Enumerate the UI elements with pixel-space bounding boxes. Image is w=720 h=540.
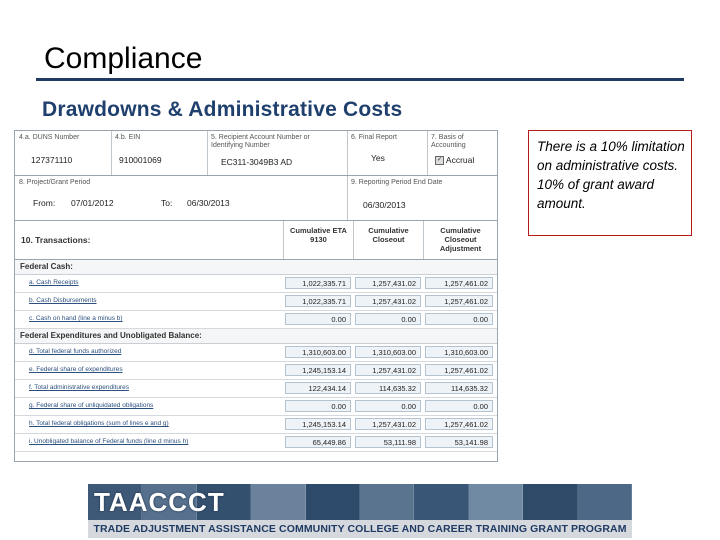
federal-cash-section <box>15 260 497 329</box>
table-row <box>15 275 497 293</box>
title-divider <box>36 78 684 81</box>
form-header-row <box>15 131 497 176</box>
table-row <box>15 416 497 434</box>
column-header: Cumulative Closeout <box>353 221 423 259</box>
table-row <box>15 380 497 398</box>
project-period-label: 8. Project/Grant Period <box>19 179 91 186</box>
row-value: 65,449.86 <box>285 436 351 448</box>
reporting-period-cell <box>347 176 497 220</box>
section-heading: Federal Cash: <box>15 260 497 275</box>
taaccct-logo: TAACCCT <box>94 487 225 517</box>
final-report-label: 6. Final Report <box>351 134 397 141</box>
row-label: i. Unobligated balance of Federal funds (line d minus h) <box>29 438 189 445</box>
slide-subtitle: Drawdowns & Administrative Costs <box>42 98 403 121</box>
table-row <box>15 434 497 452</box>
row-label: h. Total federal obligations (sum of lines e and g) <box>29 420 169 427</box>
recipient-value: EC311-3049B3 AD <box>221 157 293 167</box>
row-value: 0.00 <box>355 400 421 412</box>
column-header: Cumulative ETA 9130 <box>283 221 353 259</box>
row-value: 122,434.14 <box>285 382 351 394</box>
row-value: 1,257,431.02 <box>355 277 421 289</box>
row-value: 1,257,431.02 <box>355 364 421 376</box>
row-value: 0.00 <box>425 313 493 325</box>
table-row <box>15 398 497 416</box>
final-report-cell <box>347 131 428 175</box>
form-period-row <box>15 176 497 221</box>
row-value: 0.00 <box>285 313 351 325</box>
recipient-cell <box>207 131 348 175</box>
ein-value: 910001069 <box>119 155 162 165</box>
row-value: 53,141.98 <box>425 436 493 448</box>
duns-value: 127371110 <box>31 155 73 165</box>
to-value: 06/30/2013 <box>187 198 230 208</box>
row-value: 1,257,461.02 <box>425 418 493 430</box>
table-row <box>15 344 497 362</box>
banner-caption: TRADE ADJUSTMENT ASSISTANCE COMMUNITY COLLEGE AND CAREER TRAINING GRANT PROGRAM <box>88 520 632 538</box>
row-value: 114,635.32 <box>355 382 421 394</box>
transactions-label: 10. Transactions: <box>21 235 91 245</box>
column-header: Cumulative Closeout Adjustment <box>423 221 497 259</box>
duns-label: 4.a. DUNS Number <box>19 134 80 141</box>
row-value: 0.00 <box>425 400 493 412</box>
row-value: 1,022,335.71 <box>285 295 351 307</box>
limitation-note: There is a 10% limitation on administrative costs. 10% of grant award amount. <box>528 130 692 236</box>
row-value: 1,257,461.02 <box>425 277 493 289</box>
from-label: From: <box>33 198 56 208</box>
row-label: e. Federal share of expenditures <box>29 366 123 373</box>
from-value: 07/01/2012 <box>71 198 114 208</box>
program-banner <box>88 484 632 538</box>
slide-title: Compliance <box>44 42 203 75</box>
basis-cell <box>427 131 497 175</box>
project-period-cell <box>15 176 348 220</box>
row-value: 1,257,431.02 <box>355 418 421 430</box>
row-value: 114,635.32 <box>425 382 493 394</box>
row-value: 1,257,461.02 <box>425 364 493 376</box>
final-report-value: Yes <box>371 153 385 163</box>
row-value: 1,245,153.14 <box>285 364 351 376</box>
row-value: 1,245,153.14 <box>285 418 351 430</box>
ein-cell <box>111 131 208 175</box>
table-row <box>15 362 497 380</box>
row-label: c. Cash on hand (line a minus b) <box>29 315 123 322</box>
row-value: 1,310,603.00 <box>285 346 351 358</box>
row-label: b. Cash Disbursements <box>29 297 97 304</box>
row-label: a. Cash Receipts <box>29 279 79 286</box>
ein-label: 4.b. EIN <box>115 134 141 141</box>
reporting-period-value: 06/30/2013 <box>363 200 406 210</box>
section-heading: Federal Expenditures and Unobligated Balance: <box>15 329 497 344</box>
row-value: 0.00 <box>285 400 351 412</box>
row-value: 53,111.98 <box>355 436 421 448</box>
row-value: 1,310,603.00 <box>425 346 493 358</box>
federal-expenditures-section <box>15 329 497 452</box>
row-value: 1,022,335.71 <box>285 277 351 289</box>
transactions-header <box>15 221 497 260</box>
recipient-label: 5. Recipient Account Number or Identifying Number <box>211 134 310 149</box>
row-label: f. Total administrative expenditures <box>29 384 129 391</box>
basis-label: 7. Basis of Accounting <box>431 134 466 149</box>
row-label: g. Federal share of unliquidated obligations <box>29 402 154 409</box>
checkbox-icon[interactable]: ✓ <box>436 157 443 164</box>
table-row <box>15 293 497 311</box>
reporting-period-label: 9. Reporting Period End Date <box>351 179 443 186</box>
table-row <box>15 311 497 329</box>
duns-cell <box>15 131 112 175</box>
row-label: d. Total federal funds authorized <box>29 348 122 355</box>
to-label: To: <box>161 198 173 208</box>
basis-value-row <box>435 155 474 165</box>
financial-report-form <box>14 130 498 462</box>
row-value: 1,310,603.00 <box>355 346 421 358</box>
row-value: 0.00 <box>355 313 421 325</box>
basis-value: Accrual <box>445 155 475 165</box>
row-value: 1,257,431.02 <box>355 295 421 307</box>
row-value: 1,257,461.02 <box>425 295 493 307</box>
